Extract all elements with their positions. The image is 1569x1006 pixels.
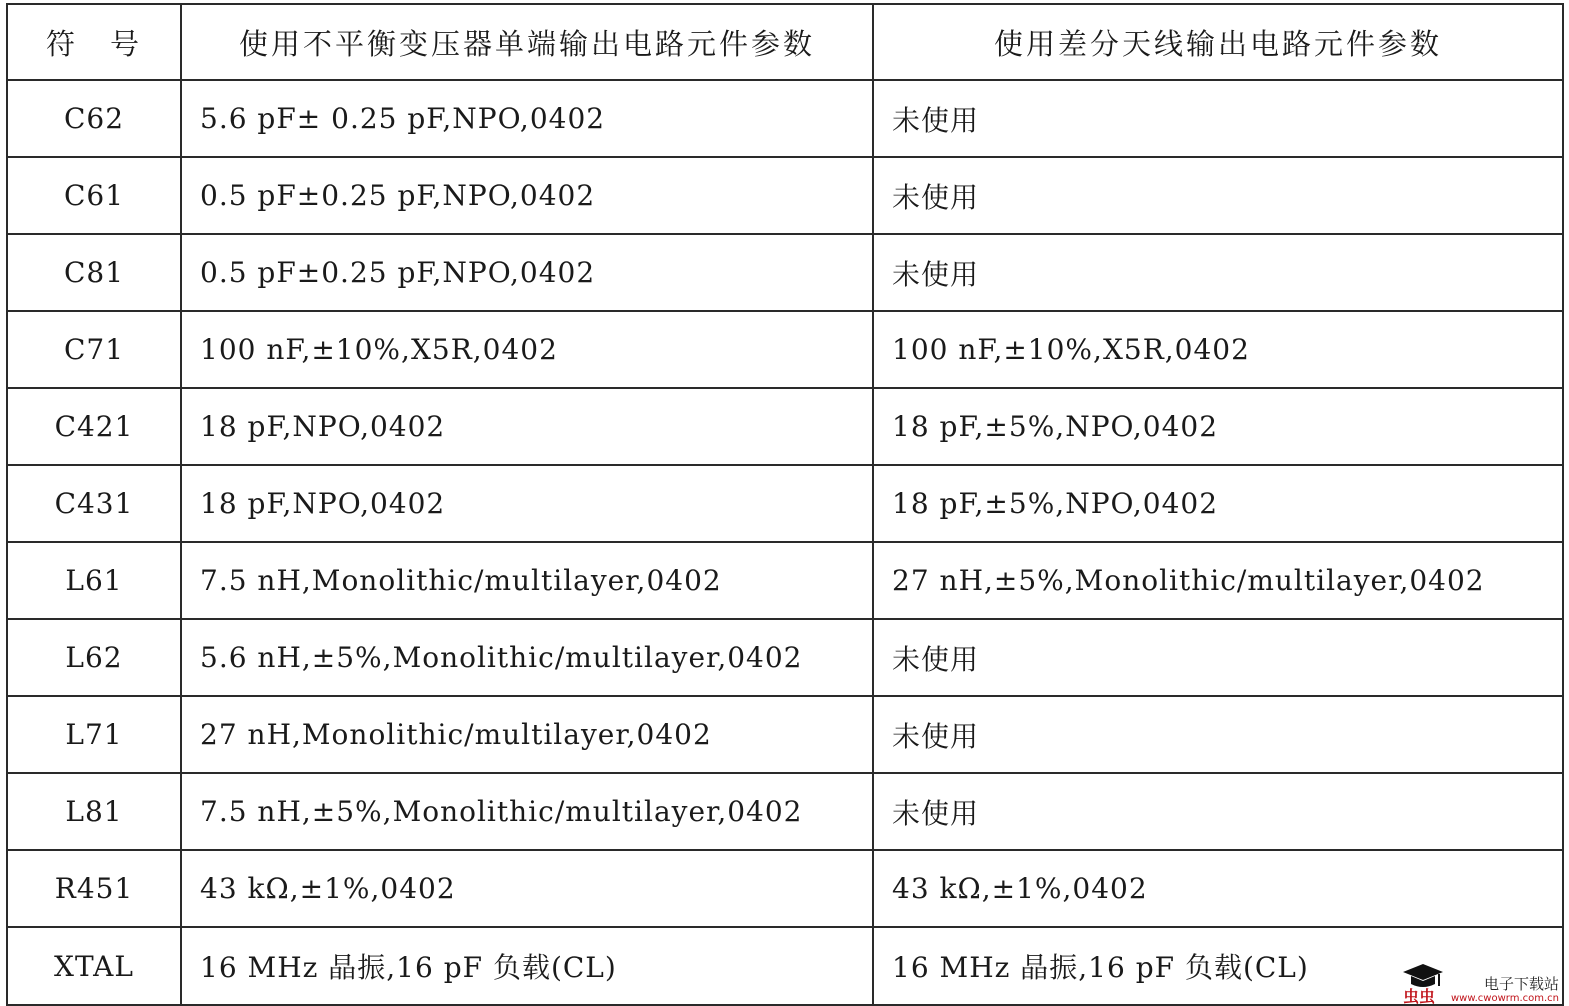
symbol-cell: L62 <box>7 619 181 696</box>
graduation-cap-logo-icon <box>1399 956 1447 1004</box>
header-differential-params: 使用差分天线输出电路元件参数 <box>873 4 1563 80</box>
differential-param-cell: 18 pF,±5%,NPO,0402 <box>873 388 1563 465</box>
unbalanced-param-cell: 100 nF,±10%,X5R,0402 <box>181 311 873 388</box>
watermark-url: www.cwowrm.com.cn <box>1451 993 1559 1004</box>
differential-param-cell: 未使用 <box>873 234 1563 311</box>
table-row <box>7 234 1563 311</box>
table-row <box>7 542 1563 619</box>
symbol-cell: R451 <box>7 850 181 927</box>
table-row <box>7 619 1563 696</box>
symbol-cell: C71 <box>7 311 181 388</box>
unbalanced-param-cell: 16 MHz 晶振,16 pF 负载(CL) <box>181 927 873 1005</box>
table-row <box>7 80 1563 157</box>
differential-param-cell: 27 nH,±5%,Monolithic/multilayer,0402 <box>873 542 1563 619</box>
differential-param-cell: 未使用 <box>873 696 1563 773</box>
table-header-row <box>7 4 1563 80</box>
symbol-cell: XTAL <box>7 927 181 1005</box>
watermark-brand: 电子下载站 <box>1483 975 1559 993</box>
table-row <box>7 388 1563 465</box>
symbol-cell: L81 <box>7 773 181 850</box>
symbol-cell: C431 <box>7 465 181 542</box>
table-row <box>7 927 1563 1005</box>
symbol-cell: C81 <box>7 234 181 311</box>
table-row <box>7 850 1563 927</box>
site-watermark <box>1399 956 1559 1004</box>
header-unbalanced-params: 使用不平衡变压器单端输出电路元件参数 <box>181 4 873 80</box>
component-parameter-table <box>6 3 1564 1006</box>
differential-param-cell: 43 kΩ,±1%,0402 <box>873 850 1563 927</box>
differential-param-cell: 18 pF,±5%,NPO,0402 <box>873 465 1563 542</box>
differential-param-cell: 未使用 <box>873 157 1563 234</box>
header-symbol: 符 号 <box>7 4 181 80</box>
unbalanced-param-cell: 18 pF,NPO,0402 <box>181 388 873 465</box>
unbalanced-param-cell: 0.5 pF±0.25 pF,NPO,0402 <box>181 157 873 234</box>
symbol-cell: L61 <box>7 542 181 619</box>
watermark-text <box>1451 977 1559 1004</box>
differential-param-cell: 16 MHz 晶振,16 pF 负载(CL) <box>873 927 1563 1005</box>
symbol-cell: C62 <box>7 80 181 157</box>
unbalanced-param-cell: 18 pF,NPO,0402 <box>181 465 873 542</box>
unbalanced-param-cell: 5.6 nH,±5%,Monolithic/multilayer,0402 <box>181 619 873 696</box>
table-row <box>7 311 1563 388</box>
table-row <box>7 157 1563 234</box>
unbalanced-param-cell: 5.6 pF± 0.25 pF,NPO,0402 <box>181 80 873 157</box>
unbalanced-param-cell: 7.5 nH,Monolithic/multilayer,0402 <box>181 542 873 619</box>
differential-param-cell: 未使用 <box>873 80 1563 157</box>
unbalanced-param-cell: 0.5 pF±0.25 pF,NPO,0402 <box>181 234 873 311</box>
unbalanced-param-cell: 7.5 nH,±5%,Monolithic/multilayer,0402 <box>181 773 873 850</box>
symbol-cell: L71 <box>7 696 181 773</box>
table-row <box>7 773 1563 850</box>
unbalanced-param-cell: 27 nH,Monolithic/multilayer,0402 <box>181 696 873 773</box>
differential-param-cell: 100 nF,±10%,X5R,0402 <box>873 311 1563 388</box>
differential-param-cell: 未使用 <box>873 773 1563 850</box>
unbalanced-param-cell: 43 kΩ,±1%,0402 <box>181 850 873 927</box>
symbol-cell: C421 <box>7 388 181 465</box>
svg-text:虫虫: 虫虫 <box>1403 987 1436 1004</box>
table-row <box>7 696 1563 773</box>
table-row <box>7 465 1563 542</box>
symbol-cell: C61 <box>7 157 181 234</box>
differential-param-cell: 未使用 <box>873 619 1563 696</box>
